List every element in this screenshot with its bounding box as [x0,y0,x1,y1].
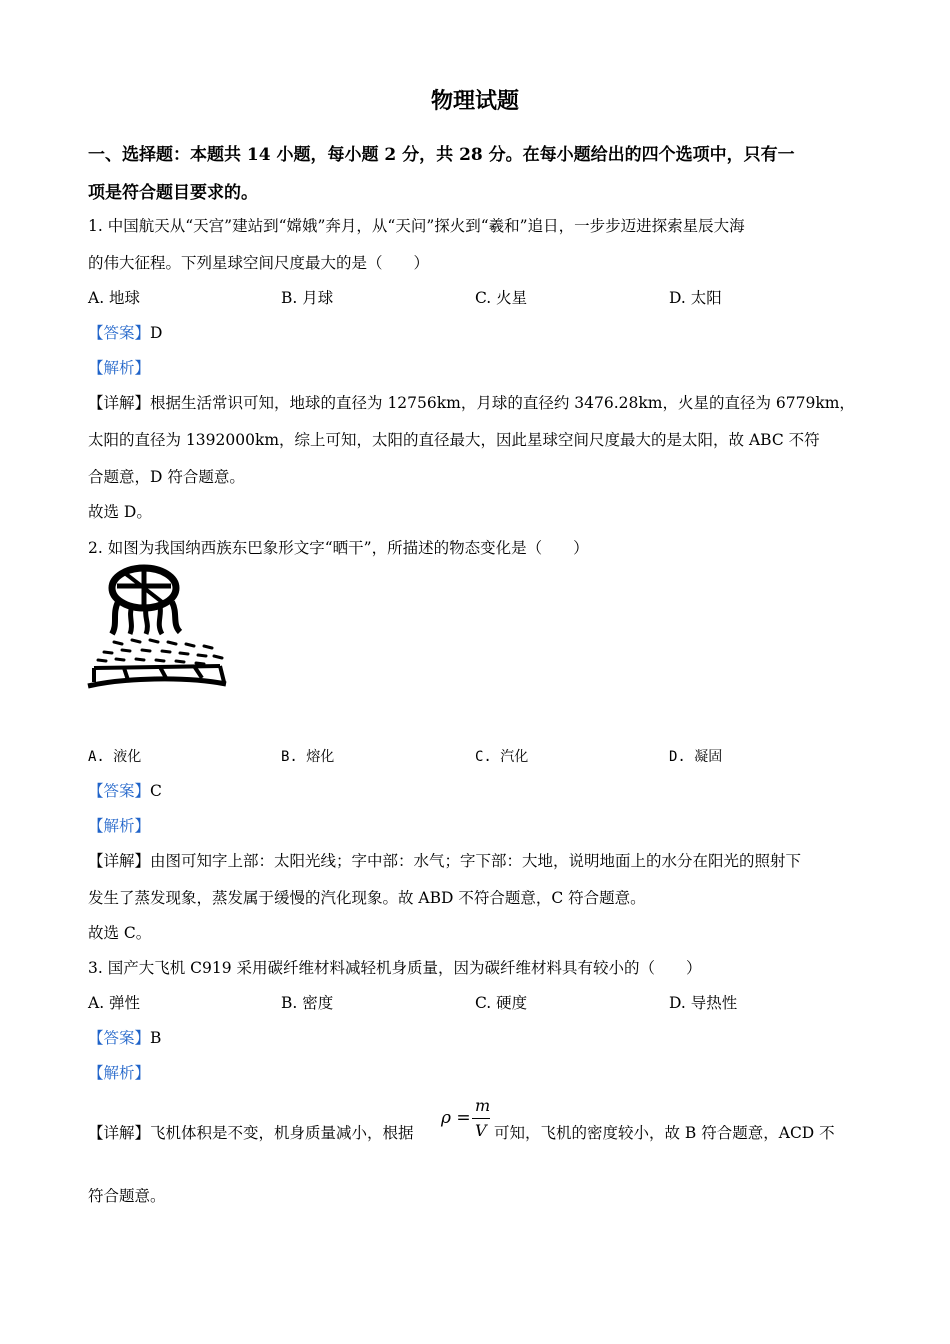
q3-answer-row [88,1026,161,1048]
q3-option-d: D. 导热性 [669,994,738,1012]
detail-tag: 【详解】 [88,852,151,870]
q1-option-c: C. 火星 [475,289,528,307]
fraction-bar [472,1118,490,1119]
section-heading-line2: 项是符合题目要求的。 [88,183,258,203]
q2-option-a: A. 液化 [88,749,142,765]
section-heading-line1: 一、选择题：本题共 14 小题，每小题 2 分，共 28 分。在每小题给出的四个选项中，只有一 [88,145,795,165]
q2-detail-line1: 【详解】由图可知字上部：太阳光线；字中部：水气；字下部：大地，说明地面上的水分在阳光的照射下 [88,852,802,870]
q1-answer: D [150,324,163,342]
detail-tag: 【详解】 [88,1124,151,1142]
q2-answer-row [88,779,162,801]
q1-detail-line2: 太阳的直径为 1392000km，综上可知，太阳的直径最大，因此星球空间尺度最大的是太阳，故 ABC 不符 [88,431,820,449]
detail-tag: 【详解】 [88,394,151,412]
q3-analysis-tag: 【解析】 [88,1064,151,1082]
q1-option-d: D. 太阳 [669,289,722,307]
q1-detail-line3: 合题意，D 符合题意。 [88,468,245,486]
q1-analysis-tag: 【解析】 [88,359,151,377]
q2-conclusion: 故选 C。 [88,924,152,942]
q2-analysis-tag: 【解析】 [88,817,151,835]
q2-option-b: B. 熔化 [281,749,335,765]
answer-tag: 【答案】 [88,782,151,800]
q3-option-c: C. 硬度 [475,994,528,1012]
density-formula-denominator: V [475,1121,487,1140]
q1-conclusion: 故选 D。 [88,503,152,521]
q2-detail-line2: 发生了蒸发现象，蒸发属于缓慢的汽化现象。故 ABD 不符合题意，C 符合题意。 [88,889,646,907]
q1-stem-line2: 的伟大征程。下列星球空间尺度最大的是（ ） [88,254,430,272]
q3-answer: B [150,1029,162,1047]
answer-tag: 【答案】 [88,324,151,342]
q2-answer: C [150,782,162,800]
q2-option-c: C. 汽化 [475,749,529,765]
density-formula-lhs: ρ = [441,1108,471,1128]
q1-detail-line1: 【详解】根据生活常识可知，地球的直径为 12756km，月球的直径约 3476.28km，火星的直径为 6779km， [88,394,855,412]
q3-detail-line1-part2: 可知，飞机的密度较小，故 B 符合题意，ACD 不 [494,1124,835,1142]
dongba-pictograph-image [84,562,230,692]
q1-option-a: A. 地球 [88,289,141,307]
q3-option-b: B. 密度 [281,994,334,1012]
answer-tag: 【答案】 [88,1029,151,1047]
q3-detail-line1-part1: 【详解】飞机体积是不变，机身质量减小，根据 [88,1124,414,1142]
q1-answer-row [88,321,162,343]
q3-option-a: A. 弹性 [88,994,141,1012]
q3-stem-line1: 3. 国产大飞机 C919 采用碳纤维材料减轻机身质量，因为碳纤维材料具有较小的（ ） [88,959,702,977]
q1-option-b: B. 月球 [281,289,334,307]
q3-detail-line2: 符合题意。 [88,1187,166,1205]
q2-option-d: D. 凝固 [669,749,723,765]
q1-stem-line1: 1. 中国航天从“天宫”建站到“嫦娥”奔月，从“天问”探火到“羲和”追日，一步步迈进探索星辰大海 [88,217,745,235]
q2-stem-line1: 2. 如图为我国纳西族东巴象形文字“晒干”，所描述的物态变化是（ ） [88,539,589,557]
page-title: 物理试题 [430,88,519,114]
density-formula-numerator: m [475,1096,491,1115]
